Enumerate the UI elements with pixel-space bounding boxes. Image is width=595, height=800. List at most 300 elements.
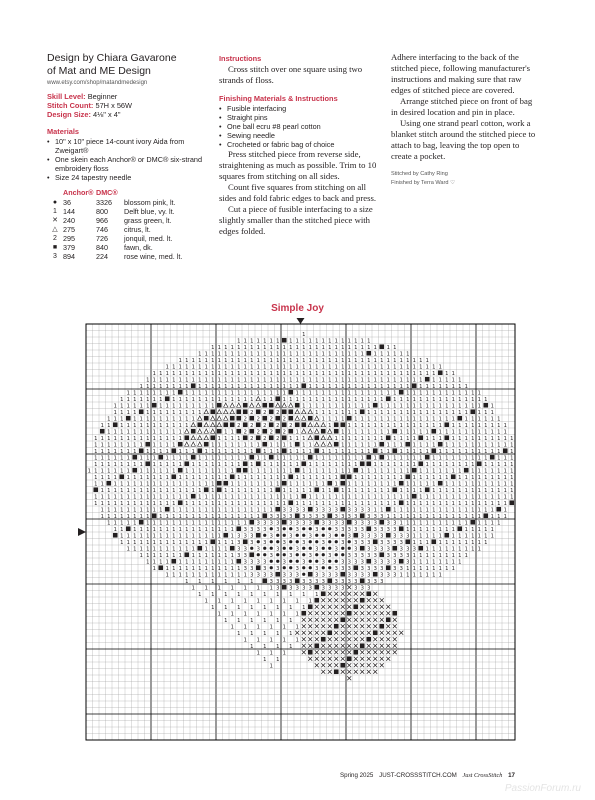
svg-text:1: 1	[386, 481, 390, 488]
svg-text:3: 3	[347, 578, 351, 585]
svg-text:1: 1	[191, 500, 195, 507]
svg-text:1: 1	[354, 500, 358, 507]
svg-text:1: 1	[256, 338, 260, 345]
svg-text:3: 3	[263, 539, 267, 546]
svg-text:1: 1	[237, 344, 241, 351]
svg-text:1: 1	[211, 351, 215, 358]
svg-text:3: 3	[386, 546, 390, 553]
svg-text:1: 1	[328, 338, 332, 345]
list-item: • Fusible interfacing	[219, 104, 381, 113]
svg-text:1: 1	[256, 474, 260, 481]
svg-text:1: 1	[256, 377, 260, 384]
svg-text:1: 1	[367, 468, 371, 475]
svg-text:1: 1	[484, 435, 488, 442]
svg-text:1: 1	[354, 377, 358, 384]
svg-text:1: 1	[237, 390, 241, 397]
svg-text:1: 1	[276, 370, 280, 377]
svg-text:1: 1	[295, 611, 299, 618]
finishing-heading: Finishing Materials & Instructions	[219, 94, 338, 103]
svg-text:1: 1	[172, 468, 176, 475]
svg-text:1: 1	[419, 357, 423, 364]
svg-text:1: 1	[282, 637, 286, 644]
svg-text:1: 1	[386, 422, 390, 429]
svg-text:1: 1	[165, 565, 169, 572]
svg-text:1: 1	[237, 364, 241, 371]
svg-text:1: 1	[269, 585, 273, 592]
svg-text:1: 1	[113, 507, 117, 514]
svg-text:1: 1	[217, 455, 221, 462]
svg-text:1: 1	[243, 357, 247, 364]
svg-text:1: 1	[373, 422, 377, 429]
svg-text:1: 1	[237, 448, 241, 455]
svg-text:1: 1	[315, 390, 319, 397]
svg-text:1: 1	[308, 500, 312, 507]
svg-text:1: 1	[510, 468, 514, 475]
svg-text:1: 1	[237, 630, 241, 637]
svg-text:3: 3	[399, 546, 403, 553]
svg-text:3: 3	[243, 559, 247, 566]
svg-text:1: 1	[211, 383, 215, 390]
svg-text:1: 1	[139, 396, 143, 403]
svg-text:1: 1	[230, 624, 234, 631]
svg-text:3: 3	[289, 585, 293, 592]
svg-text:1: 1	[490, 533, 494, 540]
svg-text:1: 1	[100, 468, 104, 475]
svg-text:1: 1	[406, 526, 410, 533]
svg-text:1: 1	[159, 442, 163, 449]
svg-text:1: 1	[159, 422, 163, 429]
svg-text:1: 1	[438, 422, 442, 429]
svg-text:1: 1	[354, 351, 358, 358]
svg-text:1: 1	[347, 461, 351, 468]
dmc-number: 224	[96, 252, 108, 261]
svg-text:1: 1	[263, 617, 267, 624]
svg-text:1: 1	[243, 455, 247, 462]
svg-text:3: 3	[367, 513, 371, 520]
svg-text:1: 1	[204, 351, 208, 358]
svg-text:1: 1	[399, 455, 403, 462]
svg-text:1: 1	[347, 364, 351, 371]
svg-text:1: 1	[367, 409, 371, 416]
svg-text:1: 1	[399, 429, 403, 436]
svg-text:1: 1	[243, 448, 247, 455]
svg-text:1: 1	[451, 500, 455, 507]
svg-text:1: 1	[451, 409, 455, 416]
svg-text:1: 1	[243, 474, 247, 481]
svg-text:1: 1	[139, 552, 143, 559]
svg-text:1: 1	[191, 370, 195, 377]
svg-text:3: 3	[263, 572, 267, 579]
svg-text:1: 1	[276, 630, 280, 637]
svg-text:3: 3	[321, 572, 325, 579]
svg-text:1: 1	[172, 565, 176, 572]
svg-text:1: 1	[100, 435, 104, 442]
svg-text:1: 1	[152, 474, 156, 481]
svg-text:3: 3	[354, 552, 358, 559]
svg-text:3: 3	[315, 572, 319, 579]
svg-text:1: 1	[178, 520, 182, 527]
svg-text:1: 1	[146, 513, 150, 520]
svg-text:1: 1	[237, 565, 241, 572]
svg-text:1: 1	[230, 533, 234, 540]
svg-text:1: 1	[152, 520, 156, 527]
svg-text:3: 3	[289, 572, 293, 579]
svg-text:1: 1	[360, 416, 364, 423]
svg-text:1: 1	[445, 396, 449, 403]
svg-text:1: 1	[334, 409, 338, 416]
svg-text:3: 3	[367, 546, 371, 553]
svg-text:1: 1	[373, 377, 377, 384]
svg-text:3: 3	[269, 552, 273, 559]
svg-text:1: 1	[243, 507, 247, 514]
svg-text:1: 1	[458, 474, 462, 481]
svg-text:1: 1	[217, 500, 221, 507]
svg-text:3: 3	[380, 565, 384, 572]
svg-text:1: 1	[308, 338, 312, 345]
svg-text:1: 1	[276, 474, 280, 481]
svg-text:1: 1	[445, 383, 449, 390]
svg-text:1: 1	[120, 442, 124, 449]
svg-text:3: 3	[269, 533, 273, 540]
finishing-list	[219, 104, 381, 149]
svg-text:1: 1	[133, 461, 137, 468]
svg-text:1: 1	[152, 370, 156, 377]
svg-text:1: 1	[133, 422, 137, 429]
svg-text:1: 1	[133, 409, 137, 416]
svg-text:1: 1	[464, 442, 468, 449]
svg-text:1: 1	[126, 513, 130, 520]
svg-text:1: 1	[367, 500, 371, 507]
svg-text:1: 1	[107, 520, 111, 527]
svg-text:1: 1	[243, 370, 247, 377]
svg-text:1: 1	[152, 481, 156, 488]
svg-text:1: 1	[393, 403, 397, 410]
svg-text:1: 1	[250, 500, 254, 507]
svg-text:1: 1	[100, 494, 104, 501]
svg-text:3: 3	[393, 565, 397, 572]
svg-text:3: 3	[354, 546, 358, 553]
svg-text:1: 1	[419, 370, 423, 377]
website[interactable]: JUST-CROSSSTITCH.COM	[379, 772, 457, 779]
svg-text:1: 1	[419, 390, 423, 397]
svg-text:1: 1	[159, 500, 163, 507]
svg-text:1: 1	[269, 383, 273, 390]
svg-text:1: 1	[302, 364, 306, 371]
svg-text:1: 1	[211, 559, 215, 566]
svg-text:1: 1	[165, 455, 169, 462]
svg-text:1: 1	[425, 572, 429, 579]
svg-text:1: 1	[178, 552, 182, 559]
svg-text:3: 3	[289, 552, 293, 559]
svg-text:1: 1	[425, 416, 429, 423]
svg-text:1: 1	[419, 409, 423, 416]
svg-text:1: 1	[191, 559, 195, 566]
svg-text:1: 1	[211, 591, 215, 598]
svg-text:1: 1	[380, 396, 384, 403]
svg-text:1: 1	[146, 429, 150, 436]
svg-text:1: 1	[399, 448, 403, 455]
svg-text:3: 3	[347, 507, 351, 514]
svg-text:1: 1	[497, 520, 501, 527]
svg-text:3: 3	[354, 526, 358, 533]
svg-text:3: 3	[367, 578, 371, 585]
svg-text:1: 1	[159, 481, 163, 488]
svg-text:1: 1	[386, 344, 390, 351]
svg-text:1: 1	[419, 520, 423, 527]
svg-text:2: 2	[263, 435, 267, 442]
list-item: • One skein each Anchor® or DMC® six-strand embroidery floss	[47, 155, 212, 173]
svg-text:1: 1	[289, 370, 293, 377]
svg-text:1: 1	[126, 448, 130, 455]
svg-text:1: 1	[399, 396, 403, 403]
svg-text:1: 1	[165, 364, 169, 371]
svg-text:1: 1	[172, 409, 176, 416]
svg-text:1: 1	[94, 481, 98, 488]
svg-text:1: 1	[477, 481, 481, 488]
svg-text:3: 3	[308, 513, 312, 520]
svg-text:1: 1	[165, 468, 169, 475]
svg-text:1: 1	[360, 377, 364, 384]
svg-text:2: 2	[256, 416, 260, 423]
svg-text:3: 3	[256, 526, 260, 533]
svg-text:1: 1	[172, 513, 176, 520]
svg-text:1: 1	[412, 474, 416, 481]
svg-text:1: 1	[217, 390, 221, 397]
svg-text:1: 1	[438, 500, 442, 507]
svg-text:3: 3	[276, 578, 280, 585]
svg-text:1: 1	[289, 442, 293, 449]
svg-text:1: 1	[295, 435, 299, 442]
svg-text:1: 1	[425, 520, 429, 527]
svg-text:1: 1	[302, 357, 306, 364]
svg-text:1: 1	[269, 357, 273, 364]
svg-text:1: 1	[412, 390, 416, 397]
svg-text:3: 3	[308, 520, 312, 527]
svg-text:3: 3	[237, 533, 241, 540]
svg-text:1: 1	[425, 461, 429, 468]
svg-text:1: 1	[133, 487, 137, 494]
svg-text:1: 1	[328, 448, 332, 455]
svg-text:1: 1	[432, 572, 436, 579]
svg-text:1: 1	[126, 455, 130, 462]
svg-text:3: 3	[399, 565, 403, 572]
svg-text:1: 1	[451, 481, 455, 488]
svg-text:1: 1	[399, 474, 403, 481]
svg-text:1: 1	[328, 474, 332, 481]
svg-text:1: 1	[438, 487, 442, 494]
svg-text:1: 1	[471, 390, 475, 397]
svg-text:1: 1	[120, 494, 124, 501]
svg-text:3: 3	[354, 539, 358, 546]
svg-text:1: 1	[360, 429, 364, 436]
svg-text:1: 1	[107, 435, 111, 442]
svg-text:1: 1	[419, 429, 423, 436]
svg-text:1: 1	[399, 416, 403, 423]
svg-text:1: 1	[217, 598, 221, 605]
middle-column	[219, 54, 381, 237]
key-symbol: ●	[52, 199, 58, 206]
svg-text:1: 1	[191, 364, 195, 371]
svg-text:3: 3	[347, 552, 351, 559]
svg-text:1: 1	[159, 533, 163, 540]
svg-text:1: 1	[263, 507, 267, 514]
svg-text:1: 1	[133, 533, 137, 540]
svg-text:1: 1	[217, 585, 221, 592]
svg-text:1: 1	[243, 344, 247, 351]
svg-text:1: 1	[334, 448, 338, 455]
svg-text:1: 1	[165, 546, 169, 553]
svg-text:1: 1	[120, 396, 124, 403]
svg-text:1: 1	[230, 468, 234, 475]
svg-text:1: 1	[159, 546, 163, 553]
svg-text:1: 1	[172, 435, 176, 442]
svg-text:1: 1	[315, 591, 319, 598]
svg-text:1: 1	[185, 403, 189, 410]
svg-text:3: 3	[321, 539, 325, 546]
svg-text:3: 3	[393, 533, 397, 540]
svg-text:1: 1	[146, 546, 150, 553]
svg-text:1: 1	[237, 377, 241, 384]
svg-text:1: 1	[477, 468, 481, 475]
svg-text:1: 1	[211, 396, 215, 403]
svg-text:1: 1	[334, 396, 338, 403]
svg-text:1: 1	[100, 455, 104, 462]
svg-text:1: 1	[451, 416, 455, 423]
svg-text:1: 1	[100, 487, 104, 494]
svg-text:1: 1	[269, 507, 273, 514]
svg-text:1: 1	[224, 494, 228, 501]
svg-text:1: 1	[159, 461, 163, 468]
svg-text:1: 1	[451, 442, 455, 449]
svg-text:1: 1	[120, 403, 124, 410]
svg-text:1: 1	[172, 390, 176, 397]
svg-text:1: 1	[237, 591, 241, 598]
svg-text:1: 1	[263, 630, 267, 637]
svg-text:1: 1	[477, 409, 481, 416]
svg-text:1: 1	[445, 559, 449, 566]
svg-text:1: 1	[503, 461, 507, 468]
svg-text:1: 1	[471, 500, 475, 507]
svg-text:1: 1	[185, 533, 189, 540]
svg-text:1: 1	[302, 591, 306, 598]
svg-text:1: 1	[438, 396, 442, 403]
svg-text:1: 1	[159, 539, 163, 546]
svg-text:1: 1	[295, 357, 299, 364]
svg-text:1: 1	[438, 513, 442, 520]
svg-text:1: 1	[471, 468, 475, 475]
svg-text:1: 1	[412, 442, 416, 449]
svg-text:1: 1	[107, 494, 111, 501]
svg-text:1: 1	[191, 448, 195, 455]
svg-text:1: 1	[256, 513, 260, 520]
svg-text:1: 1	[302, 604, 306, 611]
svg-text:1: 1	[425, 422, 429, 429]
svg-text:1: 1	[256, 442, 260, 449]
svg-text:1: 1	[224, 572, 228, 579]
svg-text:3: 3	[315, 565, 319, 572]
svg-text:3: 3	[393, 539, 397, 546]
svg-text:1: 1	[113, 416, 117, 423]
svg-text:1: 1	[497, 487, 501, 494]
svg-text:3: 3	[367, 507, 371, 514]
svg-text:1: 1	[393, 500, 397, 507]
svg-text:1: 1	[354, 442, 358, 449]
svg-text:1: 1	[406, 448, 410, 455]
svg-text:1: 1	[172, 539, 176, 546]
svg-text:3: 3	[373, 559, 377, 566]
svg-text:1: 1	[172, 455, 176, 462]
svg-text:1: 1	[347, 396, 351, 403]
svg-text:1: 1	[172, 500, 176, 507]
svg-text:1: 1	[302, 474, 306, 481]
svg-text:1: 1	[250, 507, 254, 514]
svg-text:1: 1	[282, 468, 286, 475]
designer-url[interactable]: www.etsy.com/shop/matandmedesign	[47, 80, 148, 86]
svg-text:1: 1	[419, 403, 423, 410]
svg-text:1: 1	[458, 487, 462, 494]
svg-text:1: 1	[321, 351, 325, 358]
svg-text:1: 1	[386, 474, 390, 481]
svg-text:3: 3	[256, 520, 260, 527]
svg-text:1: 1	[367, 383, 371, 390]
svg-text:1: 1	[120, 507, 124, 514]
svg-text:1: 1	[178, 422, 182, 429]
svg-text:1: 1	[94, 500, 98, 507]
svg-text:1: 1	[510, 455, 514, 462]
svg-text:1: 1	[412, 481, 416, 488]
svg-text:1: 1	[497, 429, 501, 436]
svg-text:1: 1	[315, 383, 319, 390]
svg-text:1: 1	[146, 455, 150, 462]
svg-text:1: 1	[256, 364, 260, 371]
svg-text:1: 1	[445, 494, 449, 501]
svg-text:3: 3	[380, 572, 384, 579]
svg-text:1: 1	[438, 461, 442, 468]
svg-text:1: 1	[497, 422, 501, 429]
svg-text:1: 1	[464, 507, 468, 514]
svg-text:1: 1	[341, 468, 345, 475]
svg-text:2: 2	[263, 422, 267, 429]
svg-text:3: 3	[386, 539, 390, 546]
svg-text:3: 3	[334, 572, 338, 579]
svg-text:1: 1	[412, 572, 416, 579]
svg-text:1: 1	[250, 377, 254, 384]
svg-text:1: 1	[276, 448, 280, 455]
svg-text:1: 1	[178, 526, 182, 533]
svg-text:1: 1	[204, 370, 208, 377]
svg-text:1: 1	[451, 559, 455, 566]
svg-text:1: 1	[367, 474, 371, 481]
key-symbol: 3	[53, 253, 57, 260]
svg-text:1: 1	[490, 526, 494, 533]
svg-text:1: 1	[120, 416, 124, 423]
svg-text:1: 1	[445, 481, 449, 488]
svg-text:1: 1	[432, 461, 436, 468]
svg-text:1: 1	[165, 526, 169, 533]
svg-text:1: 1	[172, 507, 176, 514]
svg-text:1: 1	[380, 370, 384, 377]
svg-text:1: 1	[432, 546, 436, 553]
svg-text:1: 1	[224, 364, 228, 371]
svg-text:1: 1	[113, 520, 117, 527]
svg-text:1: 1	[289, 487, 293, 494]
svg-text:1: 1	[328, 468, 332, 475]
svg-text:1: 1	[224, 559, 228, 566]
svg-text:1: 1	[100, 448, 104, 455]
svg-text:1: 1	[152, 416, 156, 423]
svg-text:1: 1	[464, 455, 468, 462]
svg-text:3: 3	[367, 572, 371, 579]
